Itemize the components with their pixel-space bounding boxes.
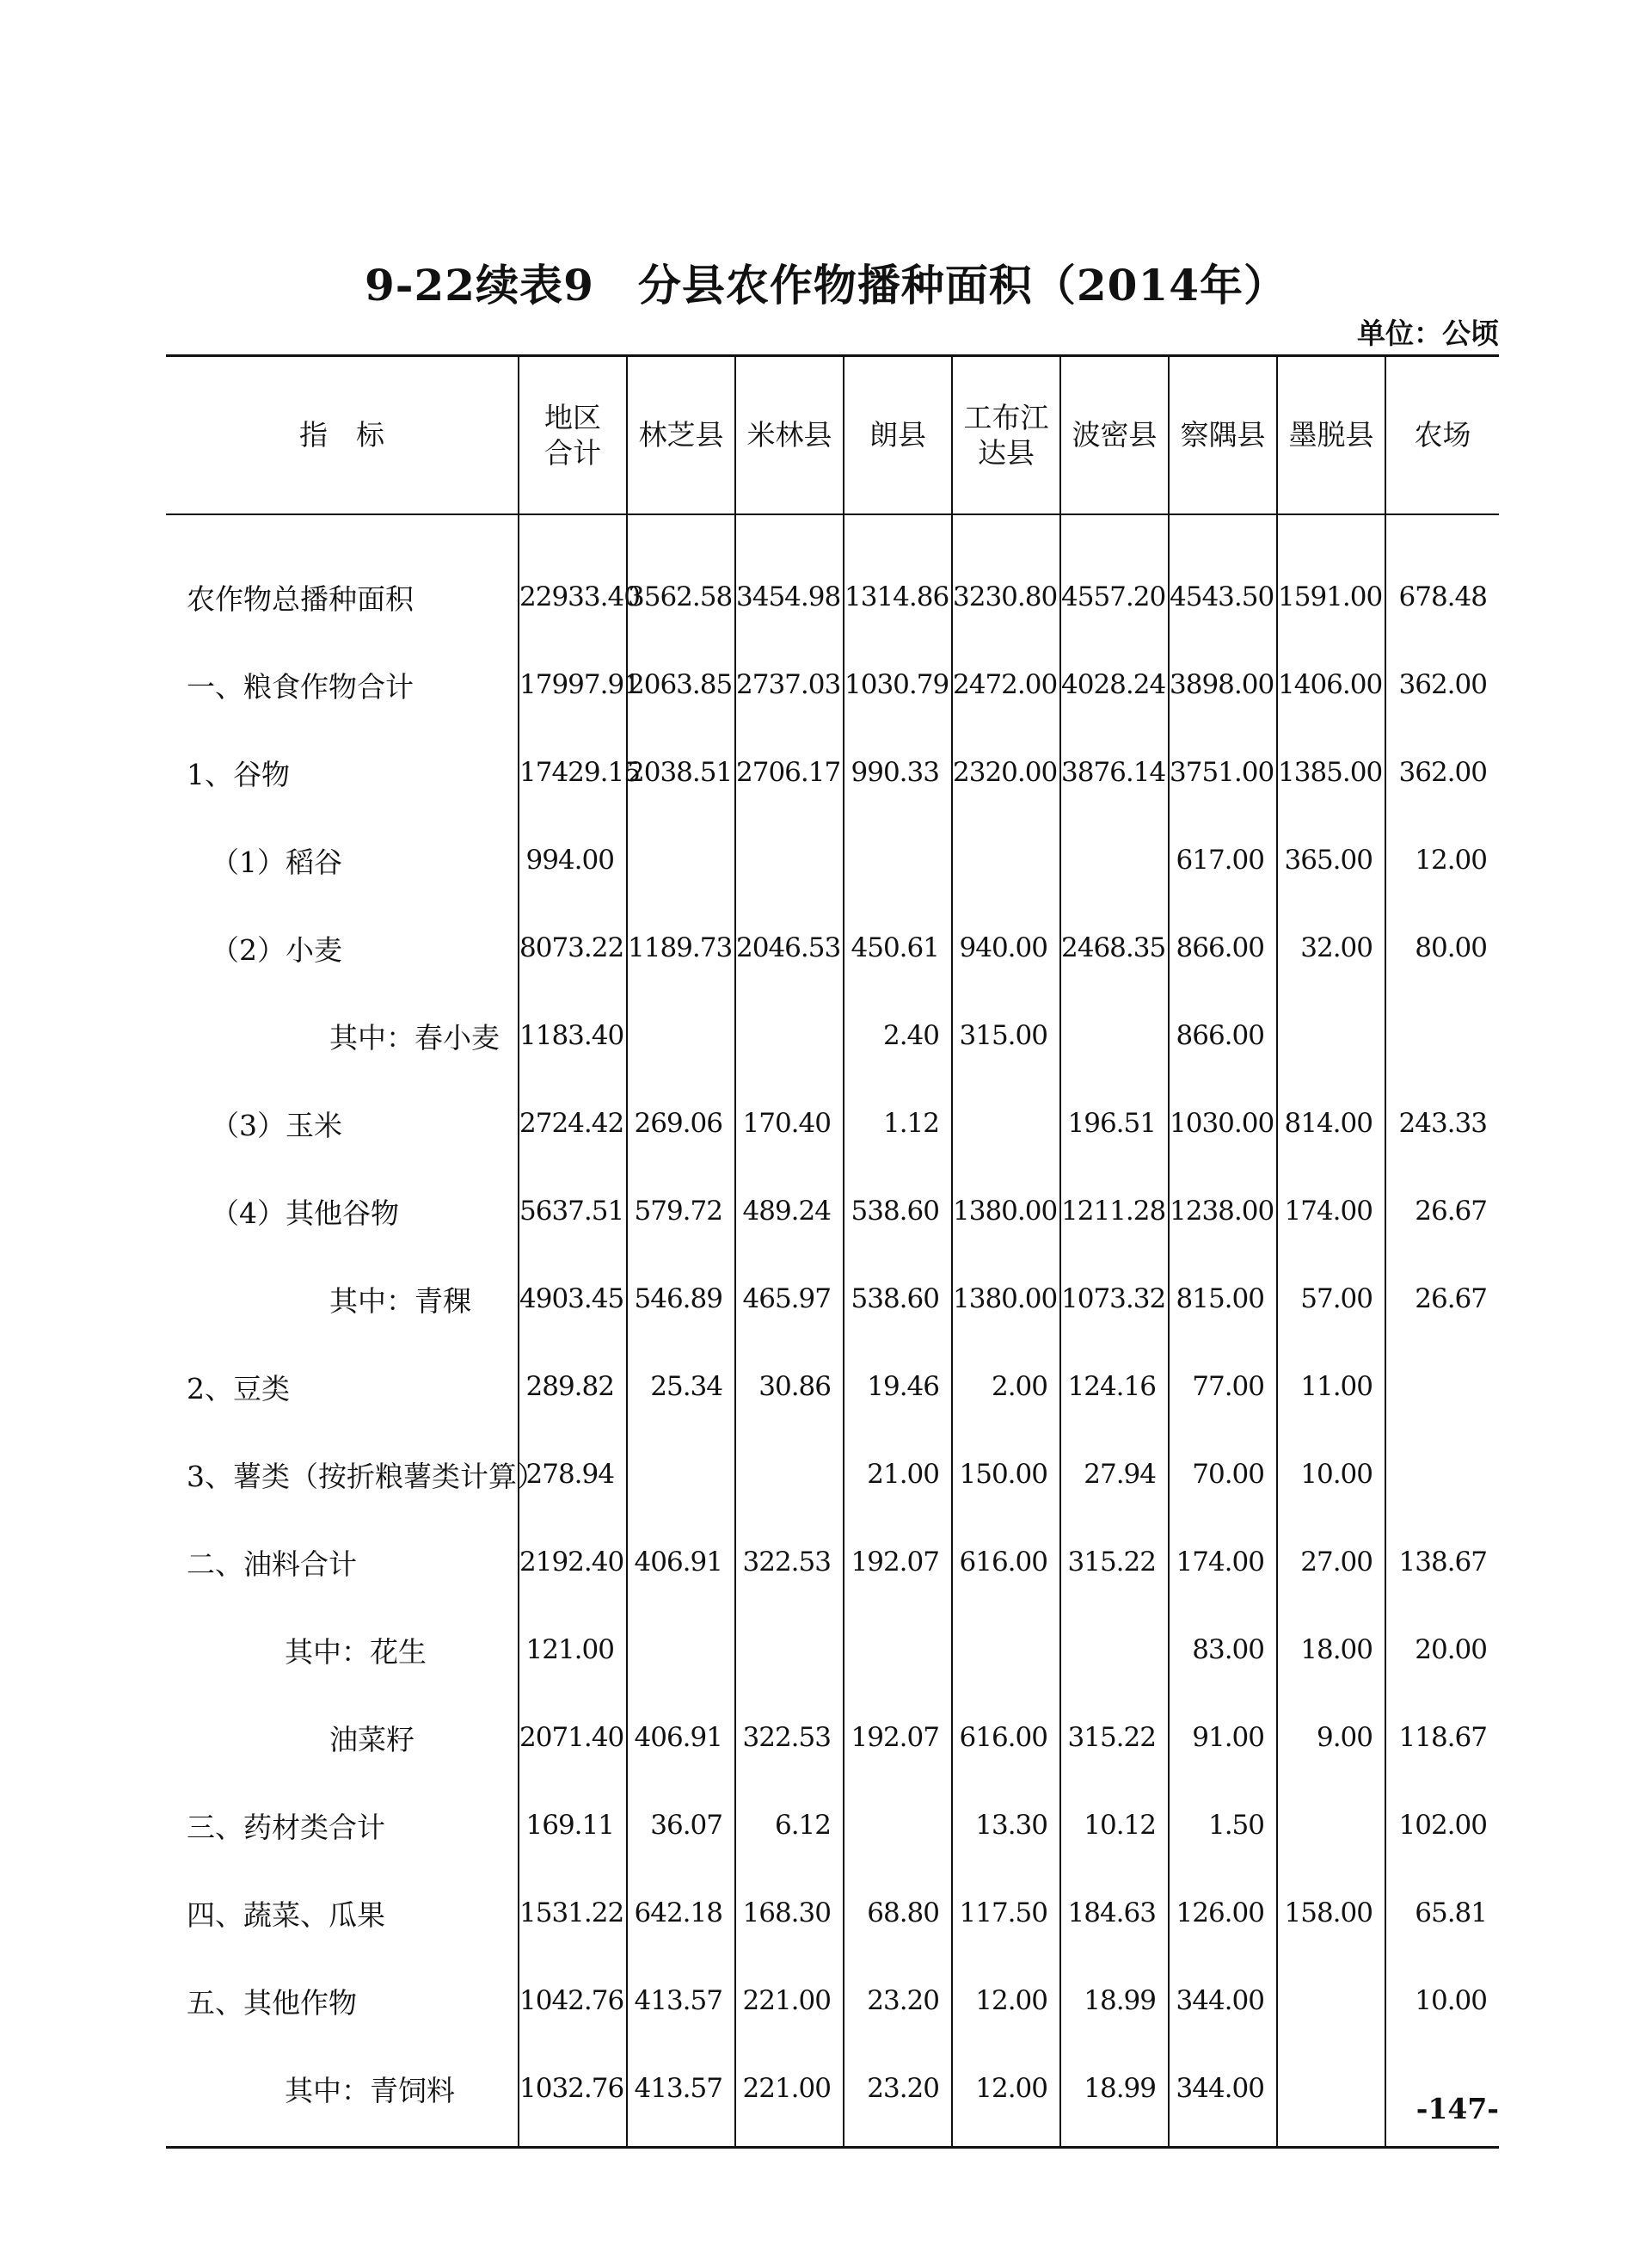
table-cell: 10.00 [1277,1430,1385,1518]
table-cell: 11.00 [1277,1343,1385,1430]
row-label: 三、药材类合计 [187,1810,385,1844]
row-label: 农作物总播种面积 [187,581,414,616]
table-cell: 413.57 [627,1957,735,2045]
table-cell: 17997.91 [519,641,627,729]
table-cell: 2071.40 [519,1694,627,1781]
table-cell: 814.00 [1277,1079,1385,1167]
table-cell: 616.00 [952,1694,1060,1781]
table-cell: 124.16 [1060,1343,1169,1430]
row-label: （1）稻谷 [211,845,342,879]
table-cell: 12.00 [952,1957,1060,2045]
table-row [166,1781,1499,1869]
table-cell: 1314.86 [844,514,952,641]
table-title: 9-22续表9 分县农作物播种面积（2014年） [364,260,1288,311]
table-row [166,1694,1499,1781]
table-cell: 3898.00 [1169,641,1277,729]
table-cell: 221.00 [735,2045,844,2148]
table-cell: 546.89 [627,1255,735,1343]
table-cell [1385,992,1499,1079]
table-cell [844,1606,952,1694]
table-row [166,816,1499,904]
table-cell: 815.00 [1169,1255,1277,1343]
column-header: 米林县 [735,356,844,515]
unit-label: 单位：公顷 [1357,317,1499,350]
table-cell: 117.50 [952,1869,1060,1957]
table-row [166,1167,1499,1255]
table-cell: 25.34 [627,1343,735,1430]
table-cell: 2063.85 [627,641,735,729]
table-cell: 10.12 [1060,1781,1169,1869]
table-cell: 23.20 [844,1957,952,2045]
crop-area-table [166,354,1499,2149]
table-row [166,1343,1499,1430]
table-cell [844,816,952,904]
row-label: 1、谷物 [187,757,290,791]
table-cell [1060,1606,1169,1694]
table-cell: 866.00 [1169,904,1277,992]
table-cell: 174.00 [1277,1167,1385,1255]
table-cell: 1189.73 [627,904,735,992]
table-cell [1277,1781,1385,1869]
table-cell: 8073.22 [519,904,627,992]
table-cell: 19.46 [844,1343,952,1430]
table-cell: 77.00 [1169,1343,1277,1430]
row-label: 2、豆类 [187,1371,290,1405]
row-label: （2）小麦 [211,932,342,967]
table-row [166,1606,1499,1694]
table-cell: 315.22 [1060,1518,1169,1606]
row-label: 四、蔬菜、瓜果 [187,1897,385,1932]
table-cell: 36.07 [627,1781,735,1869]
table-cell: 91.00 [1169,1694,1277,1781]
table-cell: 70.00 [1169,1430,1277,1518]
table-cell: 10.00 [1385,1957,1499,2045]
table-cell: 30.86 [735,1343,844,1430]
table-cell [627,1606,735,1694]
table-cell [735,1430,844,1518]
table-cell: 20.00 [1385,1606,1499,1694]
table-cell [735,992,844,1079]
row-label: （4）其他谷物 [211,1196,399,1230]
table-row [166,1957,1499,2045]
table-cell: 150.00 [952,1430,1060,1518]
table-cell: 2472.00 [952,641,1060,729]
table-cell: 278.94 [519,1430,627,1518]
column-header: 墨脱县 [1277,356,1385,515]
table-cell: 1238.00 [1169,1167,1277,1255]
table-cell: 365.00 [1277,816,1385,904]
table-cell: 1.12 [844,1079,952,1167]
table-cell: 138.67 [1385,1518,1499,1606]
table-cell: 1073.32 [1060,1255,1169,1343]
table-cell: 27.94 [1060,1430,1169,1518]
table-cell: 866.00 [1169,992,1277,1079]
table-cell: 196.51 [1060,1079,1169,1167]
table-cell: 170.40 [735,1079,844,1167]
table-cell: 102.00 [1385,1781,1499,1869]
table-cell: 940.00 [952,904,1060,992]
column-header: 察隅县 [1169,356,1277,515]
table-cell: 169.11 [519,1781,627,1869]
table-cell [1385,1430,1499,1518]
table-row [166,1430,1499,1518]
table-cell: 243.33 [1385,1079,1499,1167]
table-cell: 21.00 [844,1430,952,1518]
table-cell: 269.06 [627,1079,735,1167]
table-cell: 22933.40 [519,514,627,641]
table-cell: 315.22 [1060,1694,1169,1781]
table-cell: 465.97 [735,1255,844,1343]
table-row [166,729,1499,816]
page-number: -147- [1416,2092,1499,2125]
row-label: 五、其他作物 [187,1985,357,2020]
table-cell [627,1430,735,1518]
table-cell: 57.00 [1277,1255,1385,1343]
table-cell: 344.00 [1169,1957,1277,2045]
table-cell: 1.50 [1169,1781,1277,1869]
table-cell: 1183.40 [519,992,627,1079]
table-cell: 168.30 [735,1869,844,1957]
table-cell: 2046.53 [735,904,844,992]
table-cell: 2320.00 [952,729,1060,816]
table-cell: 118.67 [1385,1694,1499,1781]
table-cell: 2737.03 [735,641,844,729]
table-cell: 642.18 [627,1869,735,1957]
table-cell: 617.00 [1169,816,1277,904]
table-header-row [166,356,1499,515]
table-cell [844,1781,952,1869]
row-label: 其中：春小麦 [329,1020,500,1055]
table-cell: 322.53 [735,1694,844,1781]
table-cell: 126.00 [1169,1869,1277,1957]
table-cell: 26.67 [1385,1255,1499,1343]
table-cell: 450.61 [844,904,952,992]
table-cell: 1042.76 [519,1957,627,2045]
table-cell: 315.00 [952,992,1060,1079]
table-cell: 1385.00 [1277,729,1385,816]
table-cell [952,1079,1060,1167]
table-cell: 158.00 [1277,1869,1385,1957]
table-cell: 2468.35 [1060,904,1169,992]
column-header: 农场 [1385,356,1499,515]
table-row [166,992,1499,1079]
table-row [166,2045,1499,2148]
table-cell: 2706.17 [735,729,844,816]
table-cell: 184.63 [1060,1869,1169,1957]
table-cell: 289.82 [519,1343,627,1430]
table-cell: 1030.79 [844,641,952,729]
table-cell: 221.00 [735,1957,844,2045]
table-cell: 2724.42 [519,1079,627,1167]
table-cell: 121.00 [519,1606,627,1694]
column-header: 朗县 [844,356,952,515]
table-cell: 23.20 [844,2045,952,2148]
table-cell: 678.48 [1385,514,1499,641]
table-row [166,641,1499,729]
table-cell: 4903.45 [519,1255,627,1343]
table-cell: 5637.51 [519,1167,627,1255]
table-cell: 3751.00 [1169,729,1277,816]
table-cell: 27.00 [1277,1518,1385,1606]
table-cell: 4543.50 [1169,514,1277,641]
table-cell: 1030.00 [1169,1079,1277,1167]
column-header: 地区合计 [519,356,627,515]
table-cell: 2192.40 [519,1518,627,1606]
table-cell [627,816,735,904]
row-label: （3）玉米 [211,1108,342,1142]
table-cell: 489.24 [735,1167,844,1255]
table-cell: 6.12 [735,1781,844,1869]
column-header: 波密县 [1060,356,1169,515]
table-cell: 68.80 [844,1869,952,1957]
row-label: 二、油料合计 [187,1547,357,1581]
row-label: 其中：青饲料 [285,2073,455,2107]
table-cell: 990.33 [844,729,952,816]
table-cell: 3876.14 [1060,729,1169,816]
table-cell: 579.72 [627,1167,735,1255]
table-cell: 362.00 [1385,641,1499,729]
table-cell: 1531.22 [519,1869,627,1957]
table-cell: 1380.00 [952,1167,1060,1255]
table-row [166,1255,1499,1343]
row-label: 其中：花生 [285,1634,427,1669]
table-cell [1060,816,1169,904]
table-cell: 1380.00 [952,1255,1060,1343]
table-cell: 344.00 [1169,2045,1277,2148]
table-cell: 18.99 [1060,1957,1169,2045]
table-cell: 12.00 [1385,816,1499,904]
table-cell: 80.00 [1385,904,1499,992]
table-cell: 994.00 [519,816,627,904]
table-cell: 9.00 [1277,1694,1385,1781]
table-cell: 1211.28 [1060,1167,1169,1255]
row-label: 油菜籽 [329,1722,415,1756]
table-cell: 18.99 [1060,2045,1169,2148]
column-header: 工布江达县 [952,356,1060,515]
table-cell: 362.00 [1385,729,1499,816]
column-header: 指 标 [166,356,519,515]
table-cell [1385,1343,1499,1430]
table-cell: 4028.24 [1060,641,1169,729]
table-cell: 406.91 [627,1694,735,1781]
table-cell: 13.30 [952,1781,1060,1869]
row-label: 3、薯类（按折粮薯类计算） [187,1459,545,1493]
table-cell: 3562.58 [627,514,735,641]
table-cell: 32.00 [1277,904,1385,992]
table-cell [952,1606,1060,1694]
table-cell: 322.53 [735,1518,844,1606]
table-cell [1277,992,1385,1079]
table-cell [1277,1957,1385,2045]
table-cell: 12.00 [952,2045,1060,2148]
table-row [166,514,1499,641]
table-cell [735,1606,844,1694]
table-cell: 18.00 [1277,1606,1385,1694]
table-row [166,1869,1499,1957]
column-header: 林芝县 [627,356,735,515]
table-cell: 83.00 [1169,1606,1277,1694]
table-cell: 1032.76 [519,2045,627,2148]
table-cell [1277,2045,1385,2148]
table-cell: 1591.00 [1277,514,1385,641]
row-label: 一、粮食作物合计 [187,669,414,704]
table-cell: 538.60 [844,1167,952,1255]
table-cell: 2.00 [952,1343,1060,1430]
table-cell [1060,992,1169,1079]
table-cell: 1406.00 [1277,641,1385,729]
table-row [166,1518,1499,1606]
table-cell: 2038.51 [627,729,735,816]
table-cell: 26.67 [1385,1167,1499,1255]
table-cell: 192.07 [844,1518,952,1606]
table-row [166,904,1499,992]
table-cell: 616.00 [952,1518,1060,1606]
table-cell: 413.57 [627,2045,735,2148]
table-cell [735,816,844,904]
row-label: 其中：青稞 [329,1283,471,1318]
table-cell: 406.91 [627,1518,735,1606]
table-cell: 4557.20 [1060,514,1169,641]
table-cell [627,992,735,1079]
table-cell [952,816,1060,904]
table-cell: 3454.98 [735,514,844,641]
table-cell: 192.07 [844,1694,952,1781]
table-row [166,1079,1499,1167]
table-cell: 3230.80 [952,514,1060,641]
table-cell: 538.60 [844,1255,952,1343]
table-cell: 17429.15 [519,729,627,816]
table-cell: 65.81 [1385,1869,1499,1957]
table-cell: 174.00 [1169,1518,1277,1606]
table-cell: 2.40 [844,992,952,1079]
